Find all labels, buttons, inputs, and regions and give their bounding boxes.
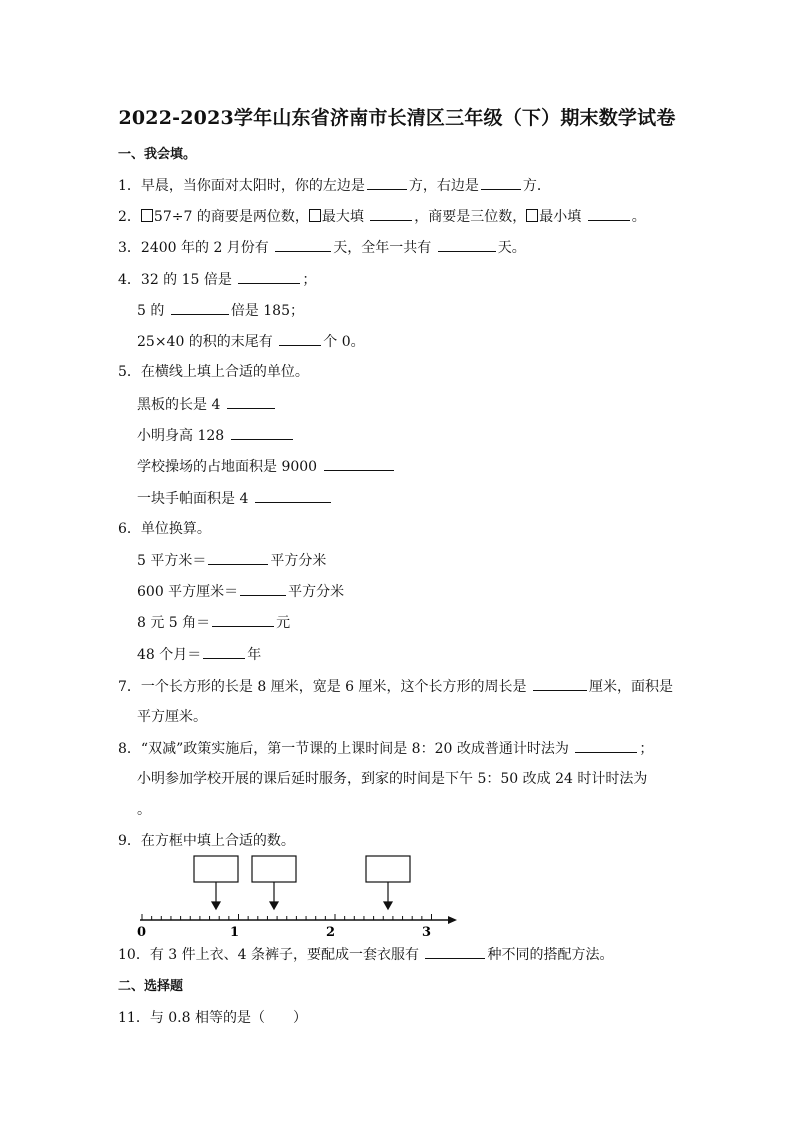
question-5-item: 一块手帕面积是 4: [137, 488, 333, 509]
question-5-item: 学校操场的占地面积是 9000: [137, 456, 396, 477]
question-4: 4．32 的 15 倍是 ；: [118, 269, 316, 290]
answer-blank[interactable]: [171, 300, 229, 315]
question-8-part-3: 。: [137, 802, 151, 818]
question-4-part-2: 5 的 倍是 185；: [137, 300, 304, 321]
answer-blank[interactable]: [231, 425, 293, 440]
answer-blank[interactable]: [212, 612, 274, 627]
question-number: 8．: [118, 741, 141, 757]
question-3: 3．2400 年的 2 月份有 天，全年一共有 天。: [118, 237, 526, 258]
answer-blank[interactable]: [255, 488, 331, 503]
question-number: 9．: [118, 833, 141, 849]
answer-blank[interactable]: [227, 394, 275, 409]
section-heading-fill: 一、我会填。: [118, 147, 197, 162]
question-11: 11．与 0.8 相等的是（ ）: [118, 1010, 307, 1026]
number-line-figure: [130, 852, 460, 938]
question-number: 6．: [118, 521, 141, 537]
section-heading-choice: 二、选择题: [118, 979, 184, 994]
question-8-part-2: 小明参加学校开展的课后延时服务，到家的时间是下午 5：50 改成 24 时计时法为: [137, 771, 648, 787]
tick-label-3: 3: [422, 925, 432, 938]
pointer-arrows: [212, 882, 392, 909]
question-2: 2． 57÷7 的商要是两位数， 最大填 ，商要是三位数， 最小填 。: [118, 206, 646, 227]
answer-box[interactable]: [194, 856, 238, 882]
page-title: 2022-2023学年山东省济南市长清区三年级（下）期末数学试卷: [118, 107, 676, 129]
answer-blank[interactable]: [203, 644, 245, 659]
answer-blank[interactable]: [370, 206, 412, 221]
question-9: 9．在方框中填上合适的数。: [118, 833, 295, 849]
question-8: 8．“双减”政策实施后，第一节课的上课时间是 8：20 改成普通计时法为 ；: [118, 738, 653, 759]
question-number: 2．: [118, 209, 141, 225]
answer-blank[interactable]: [238, 269, 300, 284]
question-1: 1．早晨，当你面对太阳时，你的左边是 方，右边是 方．: [118, 175, 551, 196]
question-number: 3．: [118, 240, 141, 256]
answer-blank[interactable]: [275, 237, 331, 252]
axis-ticks: [142, 914, 432, 920]
answer-blank[interactable]: [240, 581, 286, 596]
question-6: 6．单位换算。: [118, 521, 211, 537]
question-number: 7．: [118, 679, 141, 695]
question-6-item: 5 平方米＝ 平方分米: [137, 550, 326, 571]
square-placeholder-icon: [526, 209, 538, 222]
answer-box[interactable]: [252, 856, 296, 882]
answer-blank[interactable]: [208, 550, 268, 565]
answer-blank[interactable]: [279, 331, 321, 346]
question-number: 5．: [118, 364, 141, 380]
axis-arrow-icon: [448, 916, 457, 924]
tick-label-0: 0: [137, 925, 147, 938]
question-number: 11．: [118, 1010, 150, 1026]
answer-blank[interactable]: [324, 456, 394, 471]
answer-blank[interactable]: [533, 676, 587, 691]
question-7-part-2: 平方厘米。: [137, 709, 207, 725]
question-6-item: 48 个月＝ 年: [137, 644, 261, 665]
question-7: 7．一个长方形的长是 8 厘米，宽是 6 厘米，这个长方形的周长是 厘米，面积是: [118, 676, 673, 697]
question-number: 4．: [118, 272, 141, 288]
square-placeholder-icon: [141, 209, 153, 222]
answer-blank[interactable]: [588, 206, 630, 221]
answer-blank[interactable]: [425, 944, 485, 959]
question-5-item: 小明身高 128: [137, 425, 295, 446]
question-number: 10．: [118, 947, 150, 963]
tick-label-2: 2: [326, 925, 336, 938]
answer-blank[interactable]: [438, 237, 496, 252]
answer-box[interactable]: [366, 856, 410, 882]
answer-blank[interactable]: [481, 175, 521, 190]
question-number: 1．: [118, 178, 141, 194]
question-5: 5．在横线上填上合适的单位。: [118, 364, 309, 380]
question-6-item: 600 平方厘米＝ 平方分米: [137, 581, 344, 602]
question-4-part-3: 25×40 的积的末尾有 个 0。: [137, 331, 365, 352]
question-10: 10．有 3 件上衣、4 条裤子，要配成一套衣服有 种不同的搭配方法。: [118, 944, 613, 965]
answer-blank[interactable]: [575, 738, 637, 753]
tick-label-1: 1: [230, 925, 240, 938]
square-placeholder-icon: [309, 209, 321, 222]
answer-blank[interactable]: [367, 175, 407, 190]
question-6-item: 8 元 5 角＝ 元: [137, 612, 290, 633]
question-5-item: 黑板的长是 4: [137, 394, 277, 415]
